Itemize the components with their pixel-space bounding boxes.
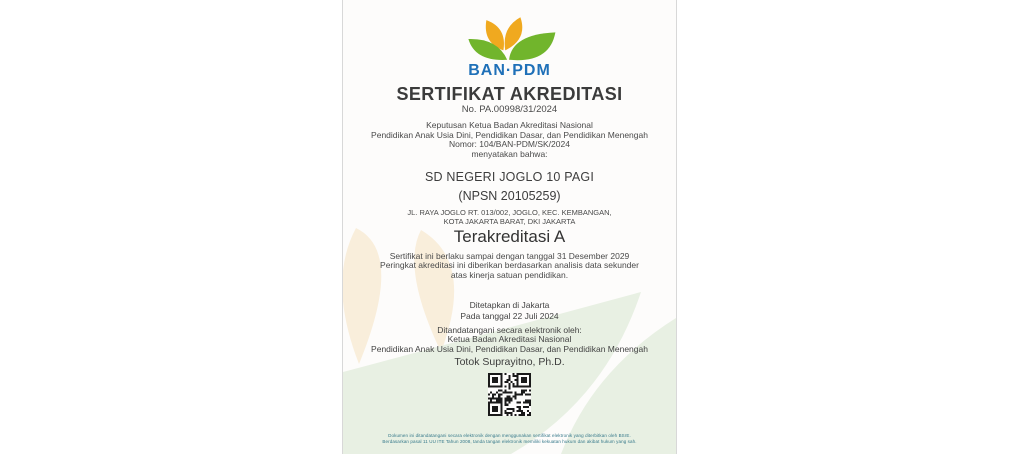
certificate-number: No. PA.00998/31/2024	[461, 104, 558, 115]
validity-block	[343, 252, 676, 280]
school-npsn: (NPSN 20105259)	[458, 189, 561, 203]
decree-line: menyatakan bahwa:	[471, 148, 548, 159]
signature-intro-block	[343, 326, 676, 354]
address-line: KOTA JAKARTA BARAT, DKI JAKARTA	[443, 217, 576, 226]
address-line: JL. RAYA JOGLO RT. 013/002, JOGLO, KEC. KEMBANGAN,	[407, 208, 612, 217]
qr-code	[343, 373, 676, 416]
signatory-name: Totok Suprayitno, Ph.D.	[454, 356, 565, 368]
school-address	[343, 208, 676, 226]
issued-place: Ditetapkan di Jakarta	[469, 300, 550, 310]
decree-line: Pendidikan Anak Usia Dini, Pendidikan Dasar, dan Pendidikan Menengah	[371, 129, 648, 140]
issued-date: Pada tanggal 22 Juli 2024	[460, 311, 559, 321]
validity-line: Sertifikat ini berlaku sampai dengan tanggal 31 Desember 2029	[389, 251, 630, 261]
signature-intro-line: Ditandatangani secara elektronik oleh:	[437, 325, 582, 335]
ban-pdm-logo-icon	[458, 16, 562, 62]
footer-line: Dokumen ini ditandatangani secara elektronik dengan menggunakan sertifikat elektronik yang diterbitkan oleh BSrE.	[388, 433, 631, 438]
accreditation-grade: Terakreditasi A	[453, 227, 566, 246]
footer-line: Berdasarkan pasal 11 UU ITE Tahun 2008, tanda tangan elektronik memiliki kekuatan hukum dan akibat hukum yang sah.	[382, 438, 637, 444]
org-name: BAN·PDM	[468, 62, 551, 79]
signature-intro-line: Pendidikan Anak Usia Dini, Pendidikan Dasar, dan Pendidikan Menengah	[371, 343, 648, 354]
validity-line: Peringkat akreditasi ini diberikan berdasarkan analisis data sekunder	[380, 260, 639, 271]
signature-intro-line: Ketua Badan Akreditasi Nasional	[447, 334, 572, 345]
certificate-title: SERTIFIKAT AKREDITASI	[396, 84, 623, 104]
footer-disclaimer	[343, 433, 676, 444]
decree-line: Nomor: 104/BAN-PDM/SK/2024	[449, 139, 570, 150]
school-name: SD NEGERI JOGLO 10 PAGI	[425, 170, 594, 184]
certificate-page	[342, 0, 677, 454]
decree-line: Keputusan Ketua Badan Akreditasi Nasional	[426, 120, 593, 130]
validity-line: atas kinerja satuan pendidikan.	[450, 269, 569, 280]
decree-block	[343, 121, 676, 159]
logo-block	[343, 16, 676, 80]
